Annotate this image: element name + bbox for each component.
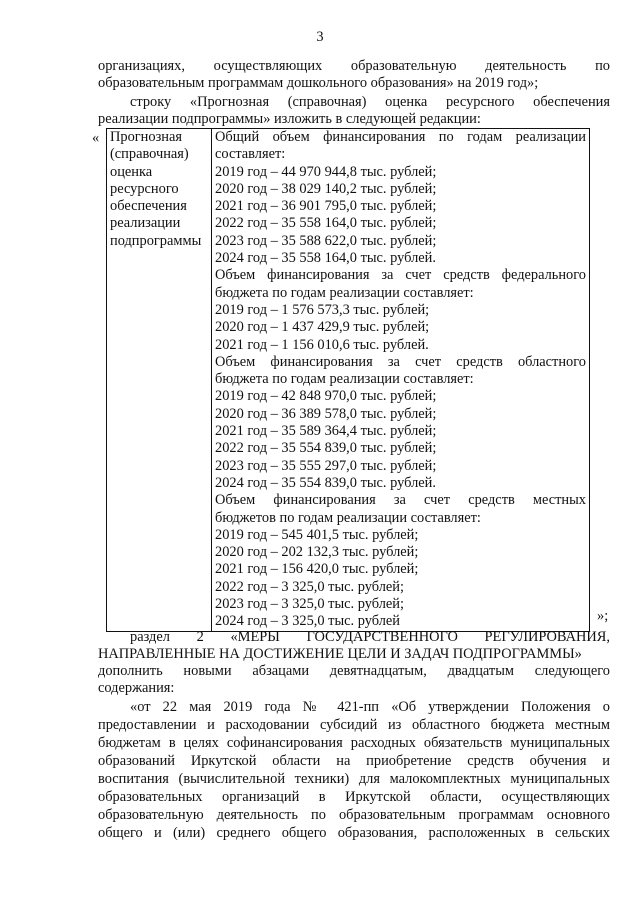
intro-line-4: реализации подпрограммы» изложить в следующей редакции:: [98, 111, 481, 127]
value-line: 2019 год – 545 401,5 тыс. рублей;: [215, 526, 419, 543]
value-line: 2021 год – 35 589 364,4 тыс. рублей;: [215, 423, 437, 440]
table-open-quote: «: [92, 130, 100, 146]
after-line-5: «от 22 мая 2019 года № 421-пп «Об утверждении Положения о: [130, 699, 610, 715]
value-line: 2024 год – 35 558 164,0 тыс. рублей.: [215, 250, 436, 267]
value-line: 2022 год – 35 554 839,0 тыс. рублей;: [215, 440, 437, 457]
value-line: 2019 год – 44 970 944,8 тыс. рублей;: [215, 163, 437, 180]
after-line-10: образовательных организаций в Иркутской области, осуществляющих: [98, 789, 610, 805]
value-line: бюджетов по годам реализации составляет:: [215, 509, 481, 526]
value-line: 2023 год – 3 325,0 тыс. рублей;: [215, 596, 404, 613]
value-line: Объем финансирования за счет средств местных: [215, 492, 586, 509]
intro-line-1: организациях, осуществляющих образовательную деятельность по: [98, 58, 610, 74]
value-line: 2021 год – 36 901 795,0 тыс. рублей;: [215, 198, 437, 215]
after-line-2: НАПРАВЛЕННЫЕ НА ДОСТИЖЕНИЕ ЦЕЛИ И ЗАДАЧ ПОДПРОГРАММЫ»: [98, 646, 582, 662]
value-line: 2019 год – 1 576 573,3 тыс. рублей;: [215, 301, 430, 318]
value-line: 2022 год – 35 558 164,0 тыс. рублей;: [215, 215, 437, 232]
after-line-6: предоставлении и расходовании субсидий из областного бюджета местным: [98, 717, 610, 733]
after-line-4: содержания:: [98, 680, 175, 696]
intro-line-2: образовательным программам дошкольного образования» на 2019 год»;: [98, 75, 539, 91]
value-line: 2023 год – 35 588 622,0 тыс. рублей;: [215, 232, 437, 249]
after-line-9: воспитания (вычислительной техники) для малокомплектных муниципальных: [98, 771, 610, 787]
name-line: ресурсного: [110, 180, 179, 197]
value-line: 2020 год – 38 029 140,2 тыс. рублей;: [215, 180, 437, 197]
intro-line-3: строку «Прогнозная (справочная) оценка ресурсного обеспечения: [130, 94, 610, 110]
name-line: обеспечения: [110, 198, 187, 215]
name-line: оценка: [110, 163, 153, 180]
name-line: Прогнозная: [110, 129, 182, 145]
name-line: подпрограммы: [110, 232, 202, 249]
name-line: (справочная): [110, 146, 189, 163]
name-line: реализации: [110, 215, 181, 232]
value-line: 2020 год – 202 132,3 тыс. рублей;: [215, 544, 419, 561]
value-line: 2020 год – 1 437 429,9 тыс. рублей;: [215, 319, 430, 336]
table-value-cell: [212, 129, 590, 632]
after-line-1: раздел 2 «МЕРЫ ГОСУДАРСТВЕННОГО РЕГУЛИРОВАНИЯ,: [130, 629, 610, 645]
value-line: 2022 год – 3 325,0 тыс. рублей;: [215, 578, 404, 595]
value-line: 2021 год – 1 156 010,6 тыс. рублей.: [215, 336, 429, 353]
after-line-7: бюджетам в целях софинансирования расходных обязательств муниципальных: [98, 735, 610, 751]
value-line: Объем финансирования за счет средств областного: [215, 353, 586, 370]
value-line: 2024 год – 35 554 839,0 тыс. рублей.: [215, 474, 436, 491]
after-line-12: общего и (или) среднего общего образования, расположенных в сельских: [98, 825, 610, 841]
after-line-8: образований Иркутской области на приобретение средств обучения и: [98, 753, 610, 769]
after-line-11: образовательную деятельность по образовательным программам основного: [98, 807, 610, 823]
after-line-3: дополнить новыми абзацами девятнадцатым, двадцатым следующего: [98, 663, 610, 679]
value-line: 2023 год – 35 555 297,0 тыс. рублей;: [215, 457, 437, 474]
resource-estimate-table: [106, 128, 590, 632]
value-line: 2024 год – 3 325,0 тыс. рублей: [215, 613, 400, 630]
table-close-quote: »;: [597, 608, 609, 624]
value-line: 2021 год – 156 420,0 тыс. рублей;: [215, 561, 419, 578]
table-name-cell: [107, 129, 212, 632]
value-line: бюджета по годам реализации составляет:: [215, 284, 474, 301]
value-line: Объем финансирования за счет средств федерального: [215, 267, 586, 284]
page-number: 3: [316, 29, 324, 45]
value-line: бюджета по годам реализации составляет:: [215, 371, 474, 388]
value-line: 2020 год – 36 389 578,0 тыс. рублей;: [215, 405, 437, 422]
value-line: Общий объем финансирования по годам реализации: [215, 129, 586, 145]
value-line: составляет:: [215, 146, 286, 163]
value-line: 2019 год – 42 848 970,0 тыс. рублей;: [215, 388, 437, 405]
